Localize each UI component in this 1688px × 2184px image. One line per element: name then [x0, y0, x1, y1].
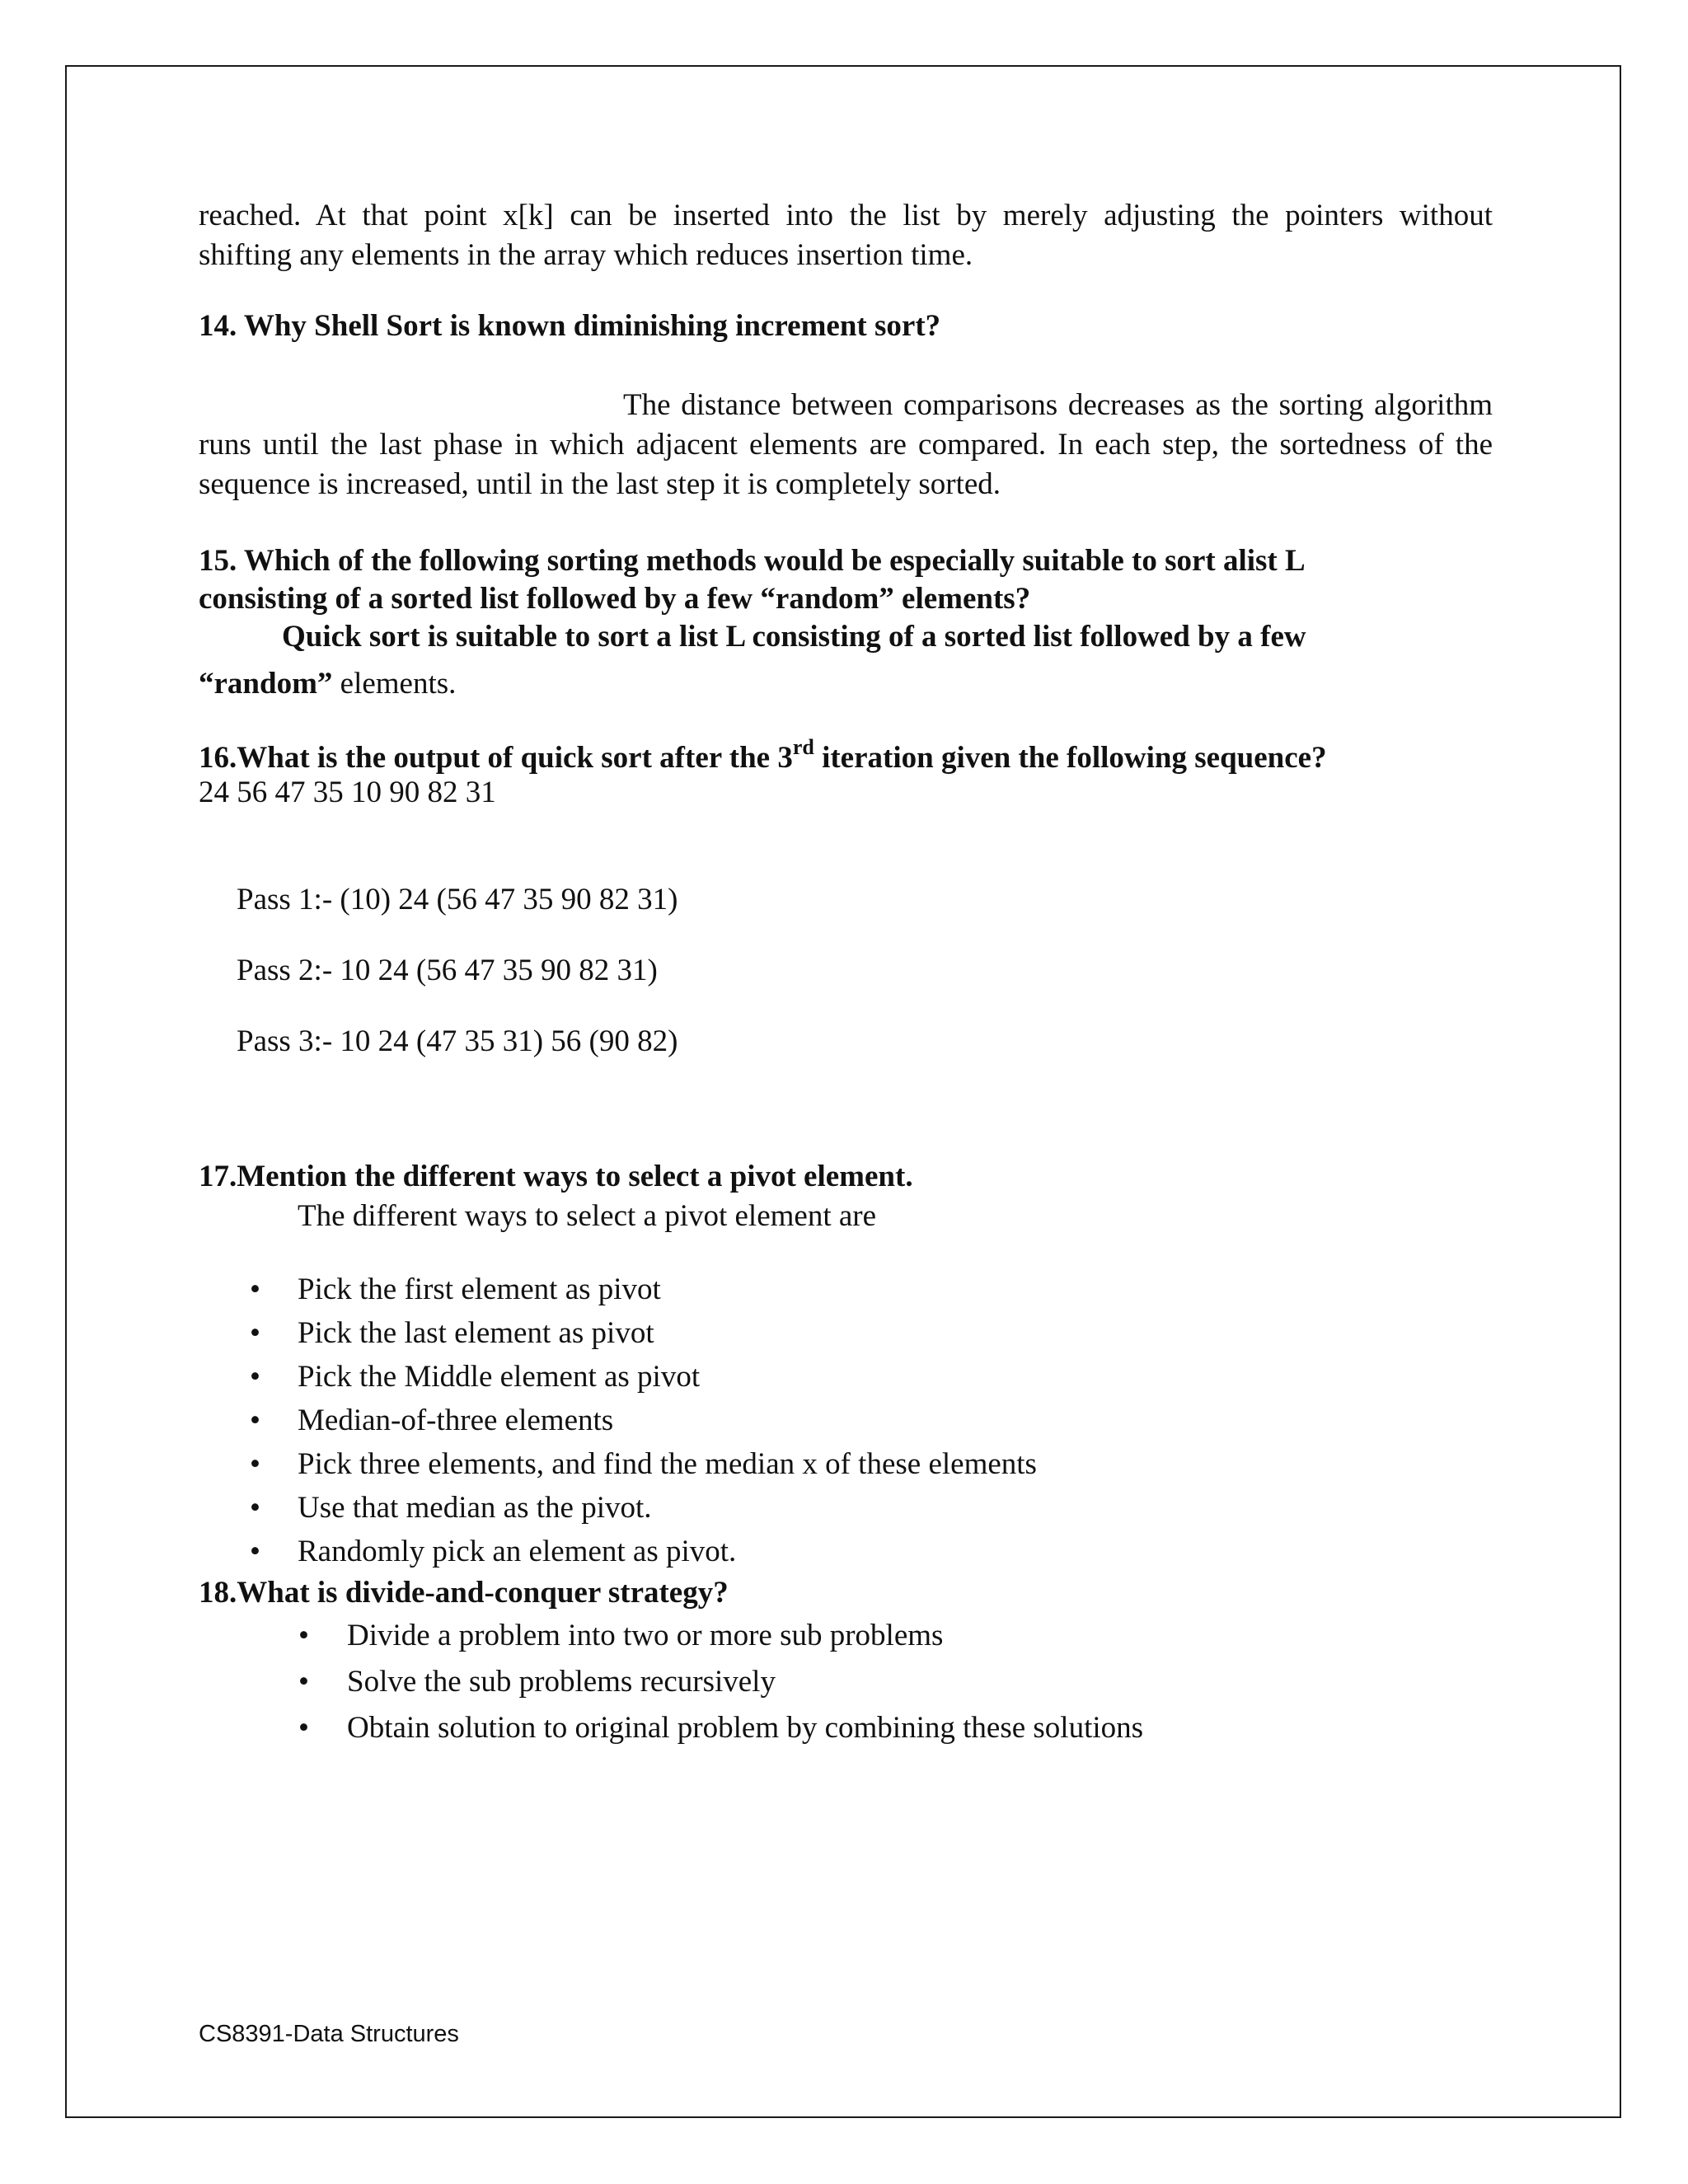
pass-line: Pass 3:- 10 24 (47 35 31) 56 (90 82)	[237, 1024, 678, 1058]
list-item-text: Pick three elements, and find the median x of these elements	[298, 1447, 1037, 1481]
list-item	[199, 1311, 1493, 1355]
list-item	[199, 1613, 1493, 1659]
q16-question-post: iteration given the following sequence?	[814, 741, 1327, 775]
bullet-icon: •	[250, 1360, 260, 1394]
q17-heading: 17.Mention the different ways to select a pivot element.	[199, 1160, 913, 1193]
q16-question-sup: rd	[792, 734, 814, 759]
divide-conquer-list	[199, 1613, 1493, 1751]
list-item-text: Pick the last element as pivot	[298, 1316, 654, 1350]
list-item	[199, 1399, 1493, 1442]
list-item-text: Use that median as the pivot.	[298, 1491, 652, 1525]
q16-sequence: 24 56 47 35 10 90 82 31	[199, 776, 496, 809]
document-body	[199, 196, 1493, 1751]
bullet-icon: •	[298, 1665, 309, 1699]
q16-question-pre: 16.What is the output of quick sort after the 3	[199, 741, 793, 775]
list-item	[199, 1659, 1493, 1705]
q15-question-line-1: 15. Which of the following sorting methods would be especially suitable to sort alist L	[199, 544, 1306, 578]
q16-heading	[199, 734, 1493, 778]
list-item-text: Pick the first element as pivot	[298, 1272, 661, 1306]
list-item-text: Median-of-three elements	[298, 1404, 614, 1437]
list-item	[199, 1268, 1493, 1311]
intro-paragraph	[199, 196, 1493, 236]
pass-line: Pass 1:- (10) 24 (56 47 35 90 82 31)	[237, 883, 678, 916]
bullet-icon: •	[250, 1272, 260, 1306]
intro-line-1: reached. At that point x[k] can be inserted into the list by merely adjusting the pointers without	[199, 199, 1493, 232]
list-item	[199, 1486, 1493, 1530]
q15-heading	[199, 542, 1493, 618]
bullet-icon: •	[250, 1535, 260, 1568]
bullet-icon: •	[298, 1619, 309, 1652]
list-item	[199, 1530, 1493, 1573]
q15-answer-tail-rest: elements.	[332, 667, 457, 701]
list-item	[199, 1355, 1493, 1399]
q15-question-line-2: consisting of a sorted list followed by a few “random” elements?	[199, 582, 1031, 616]
bullet-icon: •	[250, 1447, 260, 1481]
q15-random-word: “random”	[199, 667, 333, 701]
list-item	[199, 1705, 1493, 1751]
q15-answer-tail	[199, 664, 1493, 704]
bullet-icon: •	[250, 1404, 260, 1437]
list-item-text: Pick the Middle element as pivot	[298, 1360, 701, 1394]
intro-line-2: shifting any elements in the array which reduces insertion time.	[199, 238, 973, 272]
list-item-text: Randomly pick an element as pivot.	[298, 1535, 737, 1568]
list-item-text: Divide a problem into two or more sub problems	[347, 1619, 944, 1652]
q14-heading: 14. Why Shell Sort is known diminishing increment sort?	[199, 309, 941, 343]
q15-answer: Quick sort is suitable to sort a list L consisting of a sorted list followed by a few	[282, 620, 1306, 654]
q14-answer: The distance between comparisons decreases as the sorting algorithm runs until the last phase in which adjacent elements are compared. In each step, the sortedness of the sequence is increased, until in the last step it is completely sorted.	[199, 388, 1493, 501]
list-item-text: Solve the sub problems recursively	[347, 1665, 776, 1699]
bullet-icon: •	[250, 1491, 260, 1525]
pivot-methods-list	[199, 1268, 1493, 1573]
list-item	[199, 1442, 1493, 1486]
bullet-icon: •	[250, 1316, 260, 1350]
list-item-text: Obtain solution to original problem by combining these solutions	[347, 1711, 1144, 1745]
intro-paragraph-end	[199, 236, 1493, 275]
q18-heading: 18.What is divide-and-conquer strategy?	[199, 1576, 729, 1610]
q17-intro: The different ways to select a pivot element are	[298, 1199, 877, 1233]
bullet-icon: •	[298, 1711, 309, 1745]
pass-line: Pass 2:- 10 24 (56 47 35 90 82 31)	[237, 954, 658, 987]
page-footer: CS8391-Data Structures	[199, 2021, 459, 2047]
